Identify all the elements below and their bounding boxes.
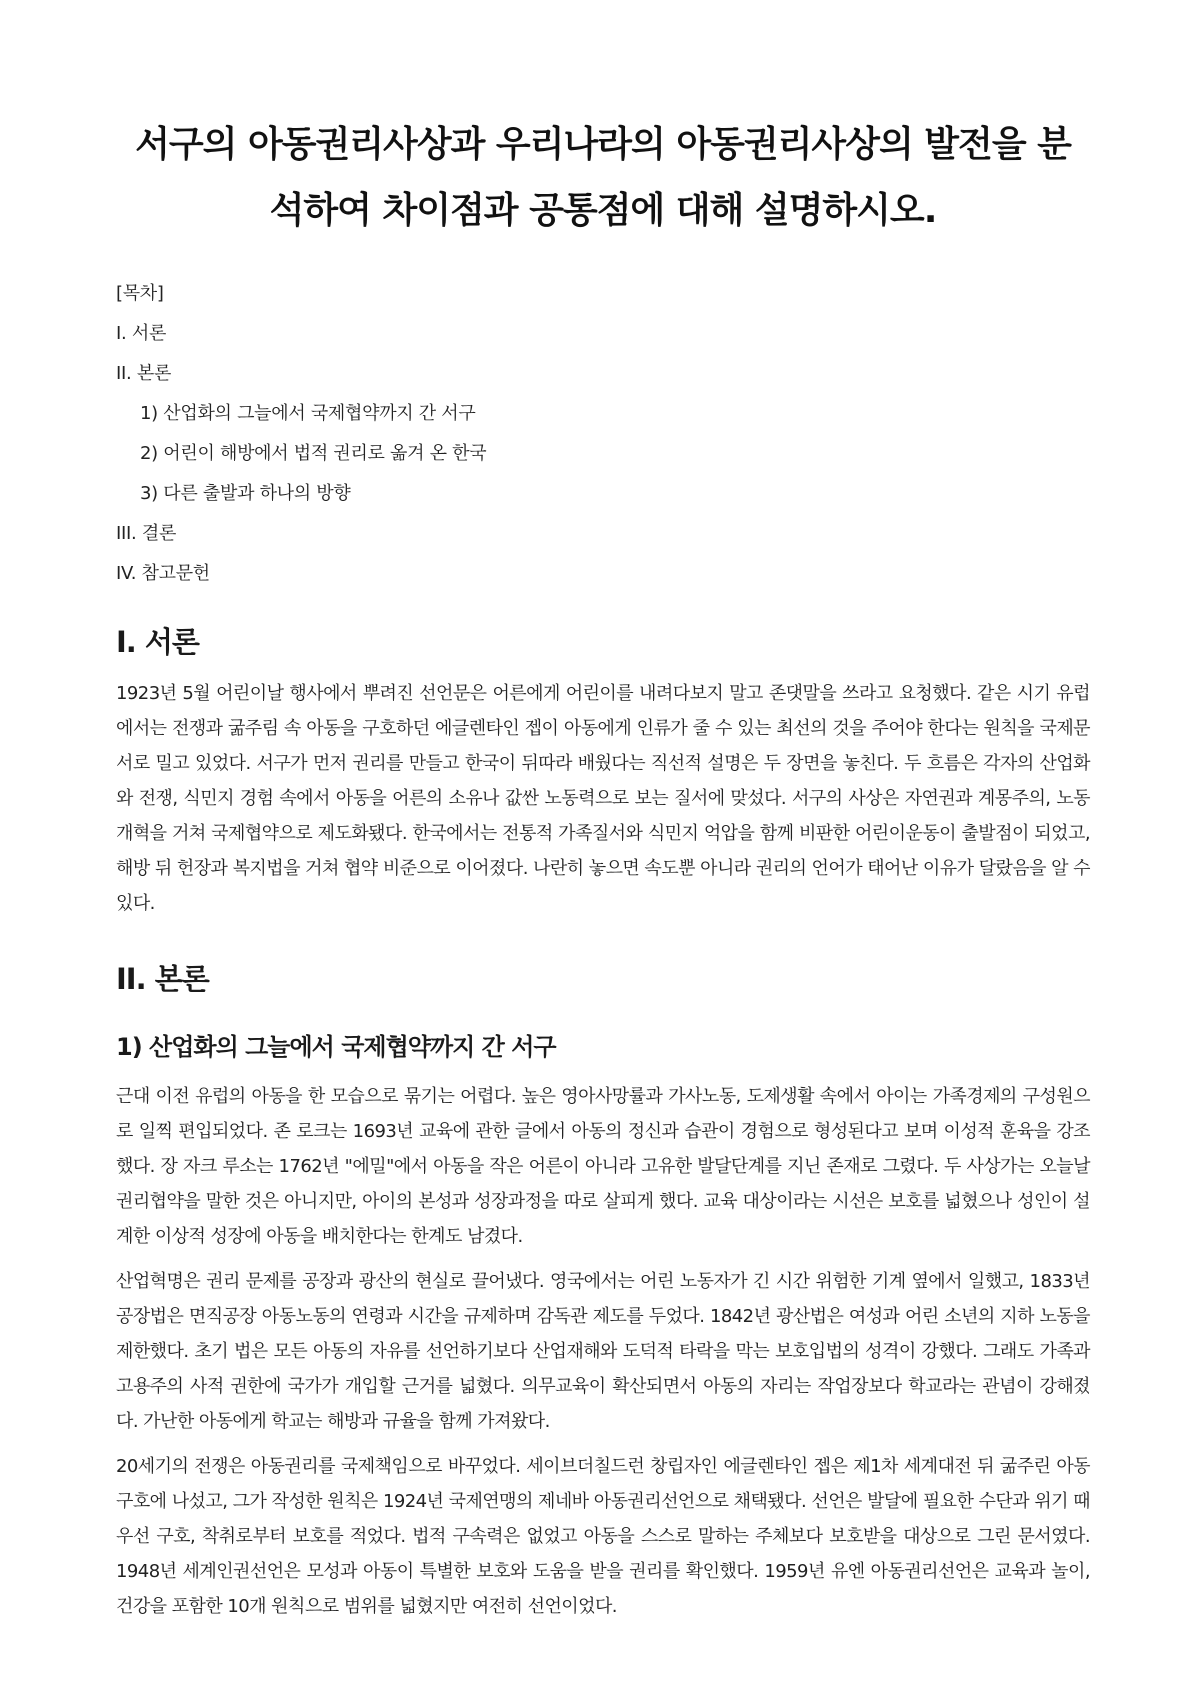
section-heading-body: II. 본론 [116, 962, 209, 996]
toc-subitem: 1) 산업화의 그늘에서 국제협약까지 간 서구 [140, 403, 476, 424]
subsection-heading-west: 1) 산업화의 그늘에서 국제협약까지 간 서구 [116, 1033, 556, 1061]
body-paragraph: 산업혁명은 권리 문제를 공장과 광산의 현실로 끌어냈다. 영국에서는 어린 노동자가 긴 시간 위험한 기계 옆에서 일했고, 1833년 공장법은 면직공장 아동노동의 연령과 시간을 규제하며 감독관 제도를 두었다. 1842년 광산법은 여성과 어린 소년의 지하 노동을 제한했다. 초기 법은 모든 아동의 자유를 선언하기보다 산업재해와 도덕적 타락을 막는 보호입법의 성격이 강했다. 그래도 가족과 고용주의 사적 권한에 국가가 개입할 근거를 넓혔다. 의무교육이 확산되면서 아동의 자리는 작업장보다 학교라는 관념이 강해졌다. 가난한 아동에게 학교는 해방과 규율을 함께 가져왔다. [116, 1271, 1090, 1432]
toc-subitem: 2) 어린이 해방에서 법적 권리로 옮겨 온 한국 [140, 443, 487, 464]
document-title [116, 112, 1090, 244]
toc-item: IV. 참고문헌 [116, 563, 210, 584]
toc-item: I. 서론 [116, 323, 167, 344]
toc-item: III. 결론 [116, 523, 177, 544]
section-heading-introduction: I. 서론 [116, 625, 199, 659]
document-title-line-2: 석하여 차이점과 공통점에 대해 설명하시오. [269, 190, 937, 231]
body-paragraph: 20세기의 전쟁은 아동권리를 국제책임으로 바꾸었다. 세이브더칠드런 창립자인 에글렌타인 젭은 제1차 세계대전 뒤 굶주린 아동 구호에 나섰고, 그가 작성한 원칙은 1924년 국제연맹의 제네바 아동권리선언으로 채택됐다. 선언은 발달에 필요한 수단과 위기 때 우선 구호, 착취로부터 보호를 적었다. 법적 구속력은 없었고 아동을 스스로 말하는 주체보다 보호받을 대상으로 그린 문서였다. 1948년 세계인권선언은 모성과 아동이 특별한 보호와 도움을 받을 권리를 확인했다. 1959년 유엔 아동권리선언은 교육과 놀이, 건강을 포함한 10개 원칙으로 범위를 넓혔지만 여전히 선언이었다. [116, 1456, 1090, 1617]
toc-heading: [목차] [116, 283, 164, 304]
toc-subitem: 3) 다른 출발과 하나의 방향 [140, 483, 351, 504]
table-of-contents [116, 274, 1090, 594]
toc-item: II. 본론 [116, 363, 172, 384]
document-title-line-1: 서구의 아동권리사상과 우리나라의 아동권리사상의 발전을 분 [135, 124, 1071, 165]
introduction-paragraph: 1923년 5월 어린이날 행사에서 뿌려진 선언문은 어른에게 어린이를 내려다보지 말고 존댓말을 쓰라고 요청했다. 같은 시기 유럽에서는 전쟁과 굶주림 속 아동을 구호하던 에글렌타인 젭이 아동에게 인류가 줄 수 있는 최선의 것을 주어야 한다는 원칙을 국제문서로 밀고 있었다. 서구가 먼저 권리를 만들고 한국이 뒤따라 배웠다는 직선적 설명은 두 장면을 놓친다. 두 흐름은 각자의 산업화와 전쟁, 식민지 경험 속에서 아동을 어른의 소유나 값싼 노동력으로 보는 질서에 맞섰다. 서구의 사상은 자연권과 계몽주의, 노동개혁을 거쳐 국제협약으로 제도화됐다. 한국에서는 전통적 가족질서와 식민지 억압을 함께 비판한 어린이운동이 출발점이 되었고, 해방 뒤 헌장과 복지법을 거쳐 협약 비준으로 이어졌다. 나란히 놓으면 속도뿐 아니라 권리의 언어가 태어난 이유가 달랐음을 알 수 있다. [116, 683, 1090, 914]
body-paragraph: 근대 이전 유럽의 아동을 한 모습으로 묶기는 어렵다. 높은 영아사망률과 가사노동, 도제생활 속에서 아이는 가족경제의 구성원으로 일찍 편입되었다. 존 로크는 1693년 교육에 관한 글에서 아동의 정신과 습관이 경험으로 형성된다고 보며 이성적 훈육을 강조했다. 장 자크 루소는 1762년 "에밀"에서 아동을 작은 어른이 아니라 고유한 발달단계를 지닌 존재로 그렸다. 두 사상가는 오늘날 권리협약을 말한 것은 아니지만, 아이의 본성과 성장과정을 따로 살피게 했다. 교육 대상이라는 시선은 보호를 넓혔으나 성인이 설계한 이상적 성장에 아동을 배치한다는 한계도 남겼다. [116, 1086, 1090, 1247]
